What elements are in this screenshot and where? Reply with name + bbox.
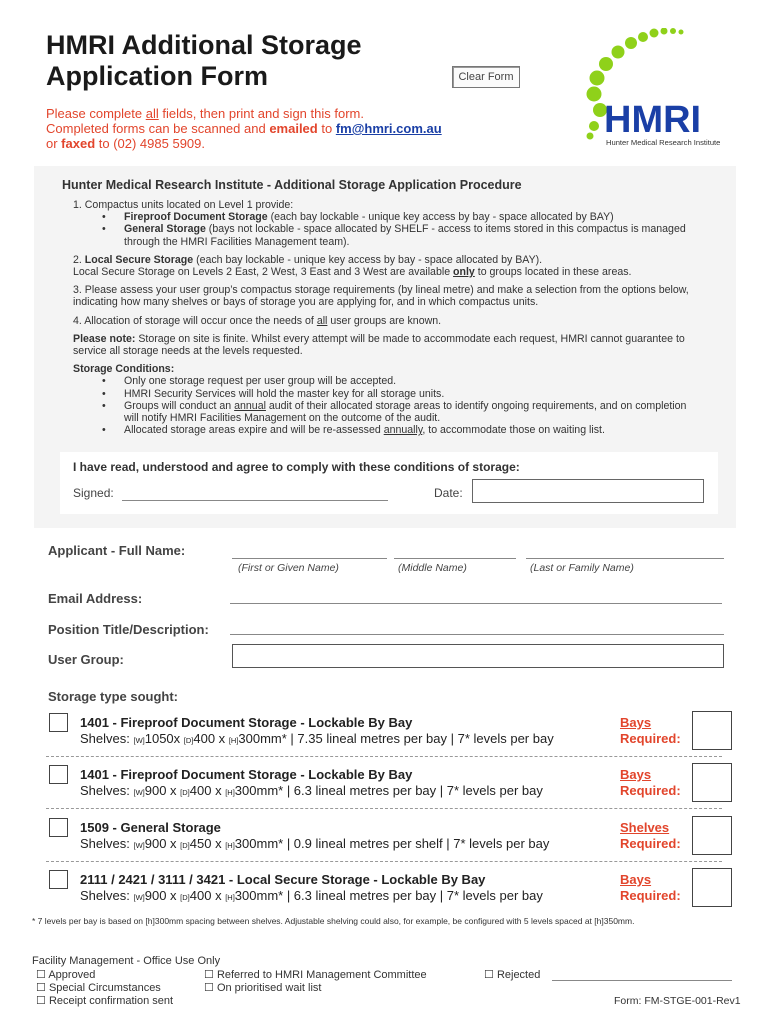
middle-name-hint: (Middle Name) [398, 562, 467, 574]
procedure-title: Hunter Medical Research Institute - Additional Storage Application Procedure [62, 178, 522, 192]
full-name-label: Applicant - Full Name: [48, 543, 186, 558]
receipt-option[interactable]: ☐ Receipt confirmation sent [36, 995, 174, 1007]
approved-option[interactable]: ☐ Approved [36, 969, 96, 981]
required-label: Required: [620, 731, 681, 746]
unit-label: Shelves [620, 820, 670, 835]
storage-option-title: 1401 - Fireproof Document Storage - Lockable By Bay [80, 767, 413, 782]
checkbox-icon: ☐ [484, 969, 494, 981]
logo-subtitle: Hunter Medical Research Institute [606, 138, 721, 147]
checkbox-icon: ☐ [204, 969, 214, 981]
office-use-title: Facility Management - Office Use Only [32, 955, 221, 967]
quantity-input[interactable] [692, 816, 732, 855]
form-id: Form: FM-STGE-001-Rev1 [614, 995, 741, 1007]
first-name-hint: (First or Given Name) [238, 562, 339, 574]
storage-option-spec: Shelves: [W]900 x [D]400 x [H]300mm* | 6.3 lineal metres per bay | 7* levels per bay [80, 888, 543, 903]
logo-wordmark: HMRI [604, 99, 702, 141]
storage-option-checkbox[interactable] [49, 870, 68, 889]
logo-dots-icon [580, 28, 750, 156]
storage-option-spec: Shelves: [W]900 x [D]400 x [H]300mm* | 6.3 lineal metres per bay | 7* levels per bay [80, 783, 543, 798]
required-label: Required: [620, 836, 681, 851]
divider [46, 756, 722, 757]
middle-name-input[interactable] [394, 558, 516, 559]
signed-label: Signed: [73, 486, 114, 500]
rejected-reason-line[interactable] [552, 980, 732, 981]
quantity-input[interactable] [692, 711, 732, 750]
date-label: Date: [434, 486, 463, 500]
unit-label: Bays [620, 715, 652, 730]
special-circumstances-option[interactable]: ☐ Special Circumstances [36, 982, 161, 994]
agreement-title: I have read, understood and agree to comply with these conditions of storage: [73, 460, 520, 474]
email-link[interactable]: fm@hmri.com.au [335, 121, 442, 136]
rejected-option[interactable]: ☐ Rejected [484, 969, 541, 981]
storage-option-checkbox[interactable] [49, 765, 68, 784]
signature-line[interactable] [122, 500, 388, 501]
email-input[interactable] [230, 603, 722, 604]
procedure-text: 1. Compactus units located on Level 1 provide: • Fireproof Document Storage (each bay lockable - unique key access by bay - space allocated by BAY) • General Storage (bays not lockable - space allocated by SHELF - access to items stored in this compactus is managed through the HMRI Facilities Management team). 2. Local Secure Storage (each bay lockable - unique key access by bay - space allocated by BAY). Local Secure Storage on Levels 2 East, 2 West, 3 East and 3 West are available only to groups located in these areas. 3. Please assess your user group’s compactus storage requirements (by lineal metre) and make a selection from the options below, indicating how many shelves or bays of storage you are applying for, and in which compactus units. 4. Allocation of storage will occur once the needs of all user groups are known. Please note: Storage on site is finite. Whilst every attempt will be made to accommodate each request, HMRI cannot guarantee to service all storage needs at the levels requested. Storage Conditions: • Only one storage request per user group will be accepted. • HMRI Security Services will hold the master key for all storage units. • Groups will conduct an annual audit of their allocated storage areas to identify ongoing requirements, and on completion will notify HMRI Facilities Management on the outcome of the audit. • Allocated storage areas expire and will be re-assessed annually, to accommodate those on waiting list. [73, 199, 703, 436]
user-group-label: User Group: [48, 652, 124, 667]
waitlist-option[interactable]: ☐ On prioritised wait list [204, 982, 322, 994]
checkbox-icon: ☐ [36, 995, 46, 1007]
storage-type-label: Storage type sought: [48, 689, 179, 704]
checkbox-icon: ☐ [36, 969, 46, 981]
user-group-input[interactable] [232, 644, 724, 668]
footnote: * 7 levels per bay is based on [h]300mm spacing between shelves. Adjustable shelving could also, for example, be configured with 5 levels spaced at [h]350mm. [32, 916, 635, 926]
divider [46, 861, 722, 862]
storage-option-checkbox[interactable] [49, 818, 68, 837]
quantity-input[interactable] [692, 868, 732, 907]
storage-option-spec: Shelves: [W]900 x [D]450 x [H]300mm* | 0.9 lineal metres per shelf | 7* levels per bay [80, 836, 550, 851]
storage-option-title: 2111 / 2421 / 3111 / 3421 - Local Secure Storage - Lockable By Bay [80, 872, 486, 887]
clear-form-button[interactable]: Clear Form [452, 66, 520, 88]
instructions: Please complete all fields, then print and sign this form. Completed forms can be scanned and emailed to fm@hmri.com.au or faxed to (02) 4985 5909. [46, 106, 442, 151]
referred-option[interactable]: ☐ Referred to HMRI Management Committee [204, 969, 427, 981]
email-label: Email Address: [48, 591, 143, 606]
last-name-hint: (Last or Family Name) [530, 562, 634, 574]
hmri-logo [580, 28, 750, 156]
page-title: HMRI Additional Storage Application Form [46, 30, 362, 91]
quantity-input[interactable] [692, 763, 732, 802]
storage-option-spec: Shelves: [W]1050x [D]400 x [H]300mm* | 7.35 lineal metres per bay | 7* levels per bay [80, 731, 554, 746]
position-label: Position Title/Description: [48, 622, 209, 637]
divider [46, 808, 722, 809]
checkbox-icon: ☐ [204, 982, 214, 994]
unit-label: Bays [620, 767, 652, 782]
position-input[interactable] [230, 634, 724, 635]
storage-option-checkbox[interactable] [49, 713, 68, 732]
unit-label: Bays [620, 872, 652, 887]
required-label: Required: [620, 888, 681, 903]
date-input[interactable] [472, 479, 704, 503]
storage-option-title: 1401 - Fireproof Document Storage - Lockable By Bay [80, 715, 413, 730]
checkbox-icon: ☐ [36, 982, 46, 994]
storage-option-title: 1509 - General Storage [80, 820, 221, 835]
last-name-input[interactable] [526, 558, 724, 559]
required-label: Required: [620, 783, 681, 798]
first-name-input[interactable] [232, 558, 387, 559]
